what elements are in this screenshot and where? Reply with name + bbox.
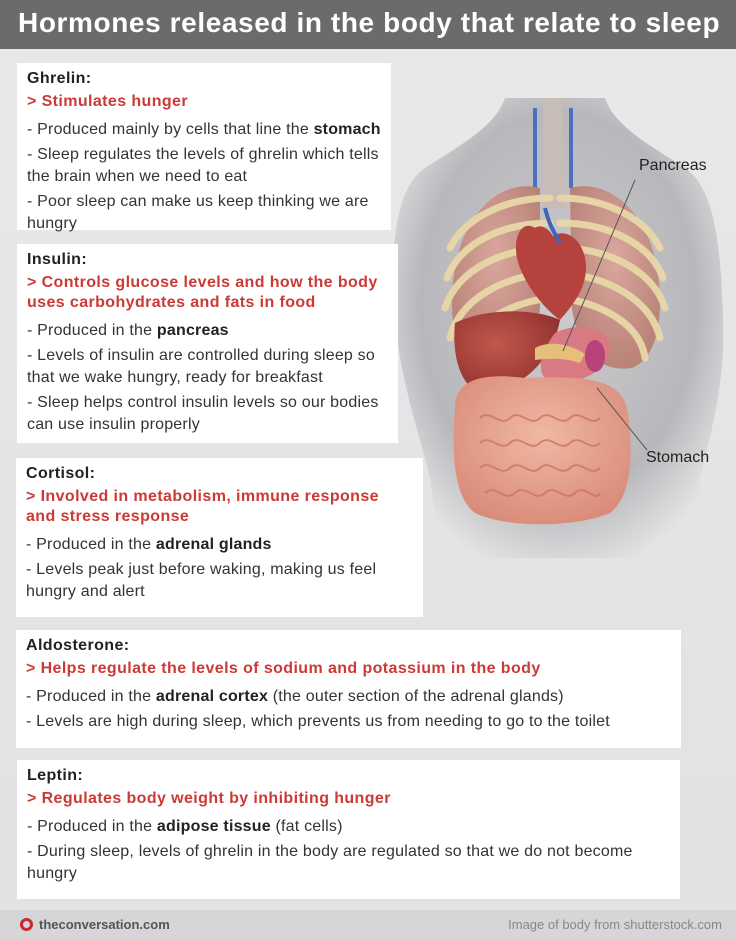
hormone-card-leptin [17, 760, 680, 899]
trachea [543, 98, 563, 208]
card-heading: Aldosterone: [26, 637, 130, 654]
hormone-card-aldosterone [16, 630, 681, 748]
card-point: - Produced mainly by cells that line the stomach [27, 121, 381, 138]
card-key-function: > Helps regulate the levels of sodium and potassium in the body [26, 660, 541, 677]
card-heading: Cortisol: [26, 465, 96, 482]
card-point: - Poor sleep can make us keep thinking we are hungry [27, 193, 369, 232]
image-credit: Image of body from shutterstock.com [508, 917, 722, 932]
hormone-card-insulin [17, 244, 398, 443]
card-heading: Insulin: [27, 251, 88, 268]
torso-anatomy-illustration [385, 58, 730, 558]
source-site-link[interactable]: theconversation.com [39, 917, 170, 932]
emphasis: adipose tissue [156, 818, 271, 835]
card-heading: Leptin: [27, 767, 84, 784]
card-point: - Produced in the adrenal cortex (the outer section of the adrenal glands) [26, 688, 564, 705]
stomach-label: Stomach [646, 449, 710, 466]
card-point: - Produced in the pancreas [27, 322, 229, 339]
card-point: - Produced in the adrenal glands [26, 536, 272, 553]
card-key-function: > Stimulates hunger [27, 93, 188, 110]
card-point: - Levels are high during sleep, which prevents us from needing to go to the toilet [26, 713, 610, 730]
card-point: - Levels peak just before waking, making us feel hungry and alert [26, 561, 377, 600]
title-bar [0, 0, 736, 49]
emphasis: stomach [313, 121, 381, 138]
card-key-function: > Controls glucose levels and how the body uses carbohydrates and fats in food [27, 274, 378, 311]
card-heading: Ghrelin: [27, 70, 92, 87]
footer-bar [0, 910, 736, 939]
card-point: - Sleep regulates the levels of ghrelin which tells the brain when we need to eat [27, 146, 379, 185]
card-point: - Produced in the adipose tissue (fat cells) [27, 818, 343, 835]
card-point: - Sleep helps control insulin levels so our bodies can use insulin properly [27, 394, 379, 433]
spleen [585, 340, 605, 372]
the-conversation-logo-icon [20, 918, 33, 931]
page-title: Hormones released in the body that relate to sleep [18, 7, 721, 38]
card-key-function: > Regulates body weight by inhibiting hunger [27, 790, 391, 807]
emphasis: adrenal cortex [155, 688, 269, 705]
emphasis: pancreas [156, 322, 229, 339]
hormone-card-cortisol [16, 458, 423, 617]
card-point: - During sleep, levels of ghrelin in the body are regulated so that we do not become hungry [27, 843, 633, 882]
pancreas-label: Pancreas [639, 157, 707, 174]
hormone-card-ghrelin [17, 63, 391, 230]
emphasis: adrenal glands [155, 536, 272, 553]
card-point: - Levels of insulin are controlled during sleep so that we wake hungry, ready for breakfast [27, 347, 375, 386]
card-key-function: > Involved in metabolism, immune response and stress response [26, 488, 379, 525]
large-intestine [454, 376, 631, 524]
